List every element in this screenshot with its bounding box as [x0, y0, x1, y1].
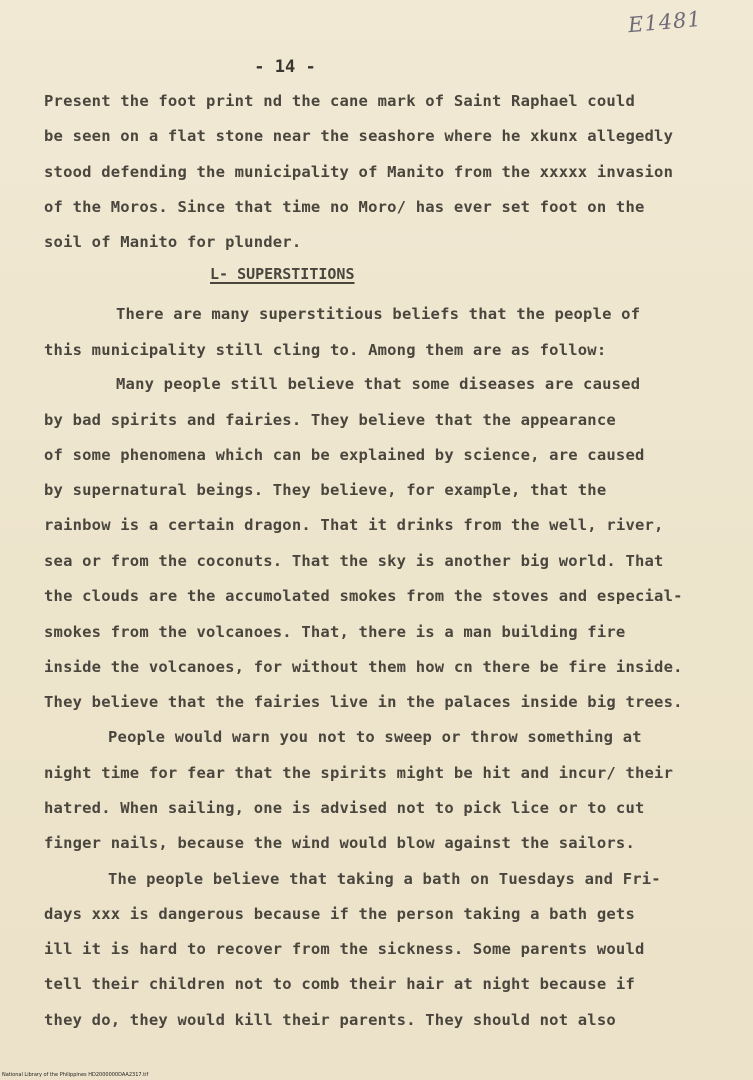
text-line: finger nails, because the wind would blow against the sailors.: [44, 834, 635, 852]
text-line: People would warn you not to sweep or throw something at: [108, 728, 642, 746]
text-line: of the Moros. Since that time no Moro/ has ever set foot on the: [44, 198, 645, 216]
text-line: inside the volcanoes, for without them how cn there be fire inside.: [44, 658, 683, 676]
text-line: night time for fear that the spirits might be hit and incur/ their: [44, 764, 674, 782]
text-line: ill it is hard to recover from the sickness. Some parents would: [44, 940, 645, 958]
section-heading: L- SUPERSTITIONS: [210, 265, 355, 283]
text-line: be seen on a flat stone near the seashore where he xkunx allegedly: [44, 127, 674, 145]
text-line: soil of Manito for plunder.: [44, 233, 302, 251]
text-line: this municipality still cling to. Among them are as follow:: [44, 341, 607, 359]
text-line: they do, they would kill their parents. They should not also: [44, 1011, 616, 1029]
text-line: The people believe that taking a bath on Tuesdays and Fri-: [108, 870, 661, 888]
text-line: There are many superstitious beliefs that the people of: [116, 305, 641, 323]
text-line: hatred. When sailing, one is advised not to pick lice or to cut: [44, 799, 645, 817]
text-line: the clouds are the accumolated smokes from the stoves and especial-: [44, 587, 683, 605]
text-line: stood defending the municipality of Manito from the xxxxx invasion: [44, 163, 674, 181]
text-line: Many people still believe that some diseases are caused: [116, 375, 641, 393]
text-line: They believe that the fairies live in the palaces inside big trees.: [44, 693, 683, 711]
text-line: rainbow is a certain dragon. That it drinks from the well, river,: [44, 516, 664, 534]
text-line: tell their children not to comb their hair at night because if: [44, 975, 635, 993]
text-line: smokes from the volcanoes. That, there is a man building fire: [44, 623, 626, 641]
scan-footer: National Library of the Philippines HD2000000DAA2317.tif: [2, 1072, 149, 1078]
text-line: sea or from the coconuts. That the sky is another big world. That: [44, 552, 664, 570]
text-line: days xxx is dangerous because if the person taking a bath gets: [44, 905, 635, 923]
text-line: of some phenomena which can be explained by science, are caused: [44, 446, 645, 464]
text-line: by supernatural beings. They believe, for example, that the: [44, 481, 607, 499]
text-line: Present the foot print nd the cane mark of Saint Raphael could: [44, 92, 635, 110]
page-number: - 14 -: [254, 57, 316, 77]
text-line: by bad spirits and fairies. They believe that the appearance: [44, 411, 616, 429]
handwritten-note: E1481: [627, 6, 703, 38]
